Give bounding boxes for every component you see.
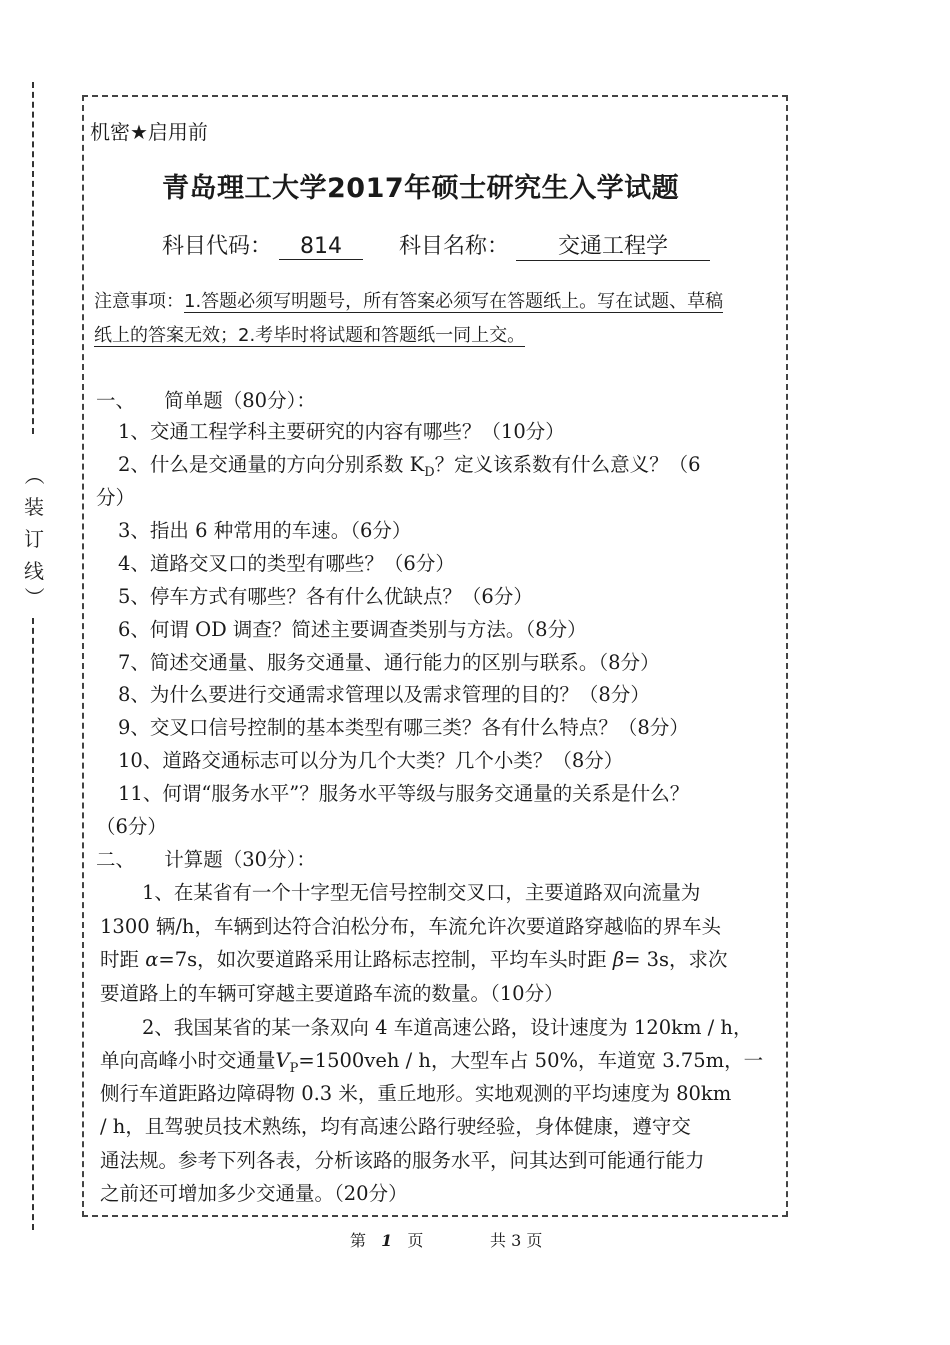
problem-text: 1、在某省有一个十字型无信号控制交叉口，主要道路双向流量为 (142, 881, 701, 904)
question-item: 7、简述交通量、服务交通量、通行能力的区别与联系。（8分） (118, 651, 660, 674)
binding-char: 订 (24, 527, 44, 551)
subject-name-value: 交通工程学 (516, 229, 710, 261)
problem-text: 侧行车道距路边障碍物 0.3 米，重丘地形。实地观测的平均速度为 80km (100, 1082, 732, 1105)
symbol-beta: β (612, 948, 625, 971)
confidential-mark: 机密★启用前 (90, 120, 208, 144)
problem-text-part: = 3s，求次 (624, 948, 728, 971)
problem-text: 之前还可增加多少交通量。（20分） (100, 1182, 408, 1205)
question-item: 10、道路交通标志可以分为几个大类？几个小类？（8分） (118, 749, 624, 772)
question-item: 6、何谓 OD 调查？简述主要调查类别与方法。（8分） (118, 618, 587, 641)
question-item: 11、何谓“服务水平”？服务水平等级与服务交通量的关系是什么？ (118, 782, 690, 805)
question-item (118, 449, 701, 480)
subject-line (162, 229, 710, 261)
binding-dashed-line-top (32, 82, 34, 434)
binding-char: （ (22, 465, 46, 485)
question-item: 3、指出 6 种常用的车速。（6分） (118, 519, 412, 542)
page-suffix: 页 (407, 1231, 424, 1250)
notice-label: 注意事项： (94, 291, 184, 312)
notice-text: 1.答题必须写明题号，所有答案必须写在答题纸上。写在试题、草稿 (184, 291, 724, 312)
page-total: 共 3 页 (490, 1231, 543, 1250)
subscript: P (289, 1060, 299, 1076)
problem-text: / h，且驾驶员技术熟练，均有高速公路行驶经验，身体健康，遵守交 (100, 1115, 691, 1138)
question-item: 8、为什么要进行交通需求管理以及需求管理的目的？（8分） (118, 683, 650, 706)
problem-text-part: =7s，如次要道路采用让路标志控制，平均车头时距 (158, 948, 613, 971)
binding-char: 线 (24, 559, 44, 583)
binding-char: ） (22, 587, 46, 607)
question-item: 1、交通工程学科主要研究的内容有哪些？（10分） (118, 420, 565, 443)
question-item: 4、道路交叉口的类型有哪些？（6分） (118, 552, 455, 575)
question-item: 5、停车方式有哪些？各有什么优缺点？（6分） (118, 585, 533, 608)
problem-text-part: =1500veh / h，大型车占 50%，车道宽 3.75m，一 (298, 1049, 764, 1072)
problem-text-part: 单向高峰小时交通量 (100, 1049, 276, 1072)
problem-text: 1300 辆/h，车辆到达符合泊松分布，车流允许次要道路穿越临的界车头 (100, 915, 721, 938)
section-heading: 一、 简单题（80分）： (96, 389, 316, 412)
symbol-v: V (275, 1049, 290, 1072)
problem-text: 要道路上的车辆可穿越主要道路车流的数量。（10分） (100, 982, 564, 1005)
notice-text: 纸上的答案无效；2.考毕时将试题和答题纸一同上交。 (94, 325, 526, 346)
notice-line-2 (94, 321, 525, 347)
problem-text (100, 1045, 763, 1076)
page-number (350, 1228, 423, 1251)
page-num: 1 (381, 1231, 393, 1250)
page-prefix: 第 (350, 1231, 367, 1250)
binding-char: 装 (24, 495, 44, 519)
notice-line-1 (94, 287, 723, 313)
page-title: 青岛理工大学2017年硕士研究生入学试题 (162, 173, 680, 204)
question-item-continuation: （6分） (96, 815, 167, 838)
binding-dashed-line-bottom (32, 618, 34, 1230)
question-item-continuation: 分） (96, 486, 136, 509)
question-text: 2、什么是交通量的方向分别系数 K (118, 453, 425, 476)
section-heading: 二、 计算题（30分）： (96, 848, 316, 871)
question-item: 9、交叉口信号控制的基本类型有哪三类？各有什么特点？（8分） (118, 716, 689, 739)
subject-code-value: 814 (279, 234, 363, 260)
binding-label (22, 462, 46, 610)
problem-text-part: 时距 (100, 948, 146, 971)
problem-text (100, 944, 728, 972)
symbol-alpha: α (145, 948, 159, 971)
question-text: ？定义该系数有什么意义？（6 (434, 453, 701, 476)
subject-name-label: 科目名称： (399, 234, 510, 259)
subject-code-label: 科目代码： (162, 234, 273, 259)
subscript: D (424, 464, 435, 480)
problem-text: 2、我国某省的某一条双向 4 车道高速公路，设计速度为 120km / h， (142, 1016, 753, 1039)
problem-text: 通法规。参考下列各表，分析该路的服务水平，问其达到可能通行能力 (100, 1149, 705, 1172)
